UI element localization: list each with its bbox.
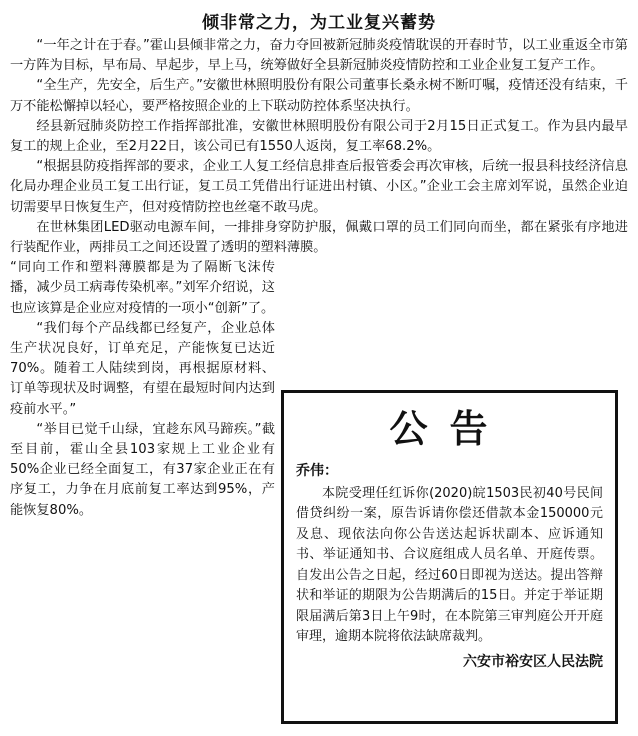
paragraph-6: “同向工作和塑料薄膜都是为了隔断飞沫传播，减少员工病毒传染机率。”刘军介绍说，这也应该算是企业应对疫情的一项小“创新”了。 [10,260,275,316]
paragraph-3: 经县新冠肺炎防控工作指挥部批准，安徽世林照明股份有限公司于2月15日正式复工。作为县内最早复工的规上企业，至2月22日，该公司已有1550人返岗，复工率68.2%。 [10,118,628,155]
paragraph-8: “举目已觉千山绿，宜趁东风马蹄疾。”截至目前，霍山全县103家规上工业企业有50%企业已经全面复工，有37家企业正在有序复工，力争在月底前复工率达到95%，产能恢复80%。 [10,421,275,518]
paragraph-1: “一年之计在于春。”霍山县倾非常之力，奋力夺回被新冠肺炎疫情耽误的开春时节，以工业重返全市第一方阵为目标，早布局、早起步，早上马，统筹做好全县新冠肺炎疫情防控和工业企业复工复产工作。 [10,38,628,74]
notice-heading: 公告 [389,407,510,451]
paragraph-2: “全生产，先安全，后生产。”安徽世林照明股份有限公司董事长桑永树不断叮嘱，疫情还没有结束，千万不能松懈掉以轻心，要严格按照企业的上下联动防控体系坚决执行。 [10,78,628,114]
paragraph-4: “根据县防疫指挥部的要求，企业工人复工经信息排查后报管委会再次审核，后统一报县科技经济信息化局办理企业员工复工出行证，复工员工凭借出行证进出村镇、小区。”企业工会主席刘军说，虽然企业迫切需要早日恢复生产，但对疫情防控也丝毫不敢马虎。 [10,159,628,215]
court-notice-box [281,390,618,724]
paragraph-5: 在世林集团LED驱动电源车间，一排排身穿防护服，佩戴口罩的员工们同向而坐，都在紧张有序地进行装配作业，两排员工之间还设置了透明的塑料薄膜。 [10,219,628,256]
notice-addressee: 乔伟： [296,463,338,479]
notice-body: 本院受理任红诉你(2020)皖1503民初40号民间借贷纠纷一案，原告诉请你偿还借款本金150000元及息、现依法向你公告送达起诉状副本、应诉通知书、举证通知书、合议庭组成人员名单、开庭传票。自发出公告之日起，经过60日即视为送达。提出答辩状和举证的期限为公告期满后的15日。并定于举证期限届满后第3日上午9时，在本院第三审判庭公开开庭审理，逾期本院将依法缺席裁判。 [296,485,603,644]
notice-signature: 六安市裕安区人民法院 [463,653,603,670]
article-title: 倾非常之力，为工业复兴蓄势 [202,13,436,33]
paragraph-7: “我们每个产品线都已经复产，企业总体生产状况良好，订单充足，产能恢复已达近70%。随着工人陆续到岗，再根据原材料、订单等现状及时调整，有望在最短时间内达到疫前水平。” [10,320,275,417]
